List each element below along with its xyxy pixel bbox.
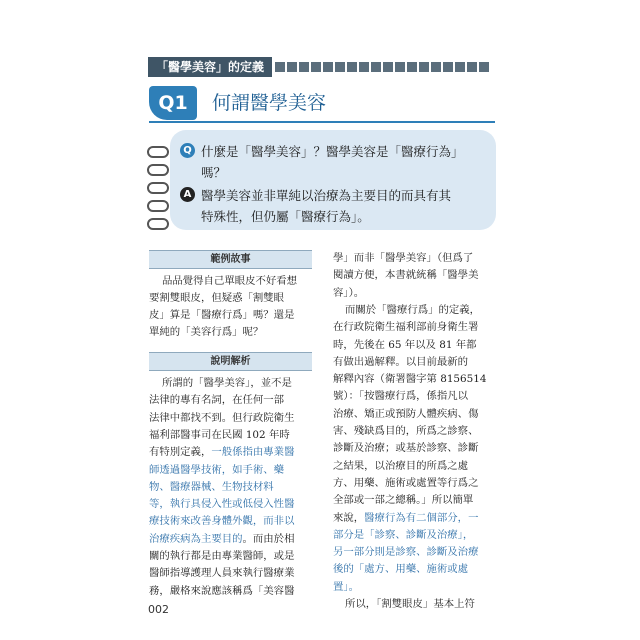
text-line: 治療、矯正或預防人體疾病、傷	[333, 407, 479, 420]
heading-underline	[149, 121, 495, 123]
text-line: 務，嚴格來說應該稱爲「美容醫	[149, 584, 295, 597]
text-line: 要割雙眼皮，但疑惑「割雙眼	[149, 292, 285, 304]
question-badge: Q1	[149, 86, 197, 120]
text-line: 號）：「按醫療行爲，係指凡以	[333, 390, 469, 403]
text-line: 解釋內容（衛署醫字第 8156514	[333, 373, 487, 386]
text-line: 療技術來改善身體外觀，而非以	[149, 515, 295, 528]
question-text-line-1: 什麼是「醫學美容」？醫學美容是「醫療行為」	[201, 144, 464, 159]
text-line: 醫師指導護理人員來執行醫療業	[149, 567, 295, 580]
text-line: 後的「處方、用藥、施術或處	[333, 563, 469, 576]
explanation-heading: 說明解析	[149, 352, 312, 371]
text-line: 害、殘缺爲目的，所爲之診察、	[333, 425, 479, 437]
header-square-icon	[431, 62, 441, 72]
spiral-ring-icon	[147, 218, 169, 230]
text-line: 單純的「美容行爲」呢？	[149, 326, 264, 338]
answer-text-line-2: 特殊性，但仍屬「醫療行為」。	[201, 209, 370, 224]
header-square-icon	[395, 62, 405, 72]
text-line: 在行政院衛生福利部前身衛生署	[333, 321, 479, 334]
header-square-icon	[407, 62, 417, 72]
text-line: 法律中都找不到。但行政院衛生	[149, 411, 295, 424]
header-square-icon	[323, 62, 333, 72]
header-square-icon	[275, 62, 285, 72]
text-line: 全部或一部之總稱。」所以簡單	[333, 494, 474, 507]
text-line: 關的執行都是由專業醫師，或是	[149, 550, 295, 562]
header-square-icon	[299, 62, 309, 72]
text-line: 法律的專有名詞，在任何一部	[149, 394, 285, 407]
header-square-icon	[467, 62, 477, 72]
text-line: 時，先後在 65 年以及 81 年都	[333, 338, 477, 351]
header-square-icon	[443, 62, 453, 72]
header-decoration	[275, 62, 489, 72]
highlight-span: 醫療行為有二個部分，一	[364, 511, 479, 524]
text-line: 所謂的「醫學美容」，並不是	[162, 377, 292, 389]
chapter-header-bar	[148, 56, 494, 78]
header-square-icon	[455, 62, 465, 72]
text-line	[149, 531, 294, 547]
text-line: 方、用藥、施術或處置等行爲之	[333, 476, 479, 489]
text-span: 。而由於相	[242, 532, 295, 545]
text-line: 所以，「割雙眼皮」基本上符	[345, 598, 475, 610]
text-line: 等，執行具侵入性或低侵入性醫	[149, 498, 295, 511]
header-square-icon	[311, 62, 321, 72]
question-icon: Q	[180, 143, 195, 158]
text-span: 來說，	[333, 511, 365, 524]
page-number: 002	[148, 603, 169, 616]
text-line: 學」而非「醫學美容」（但爲了	[333, 252, 474, 264]
spiral-ring-icon	[147, 182, 169, 194]
answer-text-line-1: 醫學美容並非單純以治療為主要目的而具有其	[201, 188, 452, 203]
spiral-ring-icon	[147, 200, 169, 212]
text-span: 有特別定義，	[149, 446, 212, 459]
header-square-icon	[335, 62, 345, 72]
highlight-span: 一般係指由專業醫	[211, 446, 295, 459]
header-square-icon	[383, 62, 393, 72]
text-line: 部分是「診察、診斷及治療」，	[333, 528, 474, 541]
header-square-icon	[371, 62, 381, 72]
text-line: 容」）。	[333, 286, 365, 299]
header-square-icon	[287, 62, 297, 72]
text-line: 置」。	[333, 580, 359, 593]
text-line: 之結果，以治療目的所爲之處	[333, 459, 469, 472]
question-title: 何謂醫學美容	[212, 92, 327, 114]
text-line: 診斷及治療；或基於診察、診斷	[333, 442, 479, 455]
text-line: 而關於「醫療行爲」的定義，	[345, 303, 481, 316]
header-square-icon	[479, 62, 489, 72]
text-line	[149, 444, 294, 460]
question-text-line-2: 嗎？	[201, 165, 227, 180]
text-line: 閱讀方便，本書就統稱「醫學美	[333, 269, 479, 282]
text-line	[333, 510, 478, 526]
text-line: 物、醫療器械、生物技材料	[149, 480, 274, 493]
text-line: 品品覺得自己單眼皮不好看想	[162, 275, 298, 287]
header-square-icon	[359, 62, 369, 72]
header-square-icon	[347, 62, 357, 72]
spiral-ring-icon	[147, 146, 169, 158]
header-square-icon	[419, 62, 429, 72]
text-line: 有做出過解釋。以目前最新的	[333, 355, 469, 368]
text-line: 另一部分則是診察、診斷及治療	[333, 546, 479, 559]
text-line: 福利部醫事司在民國 102 年時	[149, 428, 290, 441]
answer-icon: A	[180, 187, 195, 202]
example-heading: 範例故事	[149, 250, 312, 269]
text-line: 皮」算是「醫療行爲」嗎？還是	[149, 309, 295, 321]
text-line: 師透過醫學技術，如手術、藥	[149, 463, 285, 476]
highlight-span: 治療疾病為主要目的	[149, 532, 243, 545]
spiral-ring-icon	[147, 164, 169, 176]
chapter-title: 「醫學美容」的定義	[148, 57, 272, 77]
